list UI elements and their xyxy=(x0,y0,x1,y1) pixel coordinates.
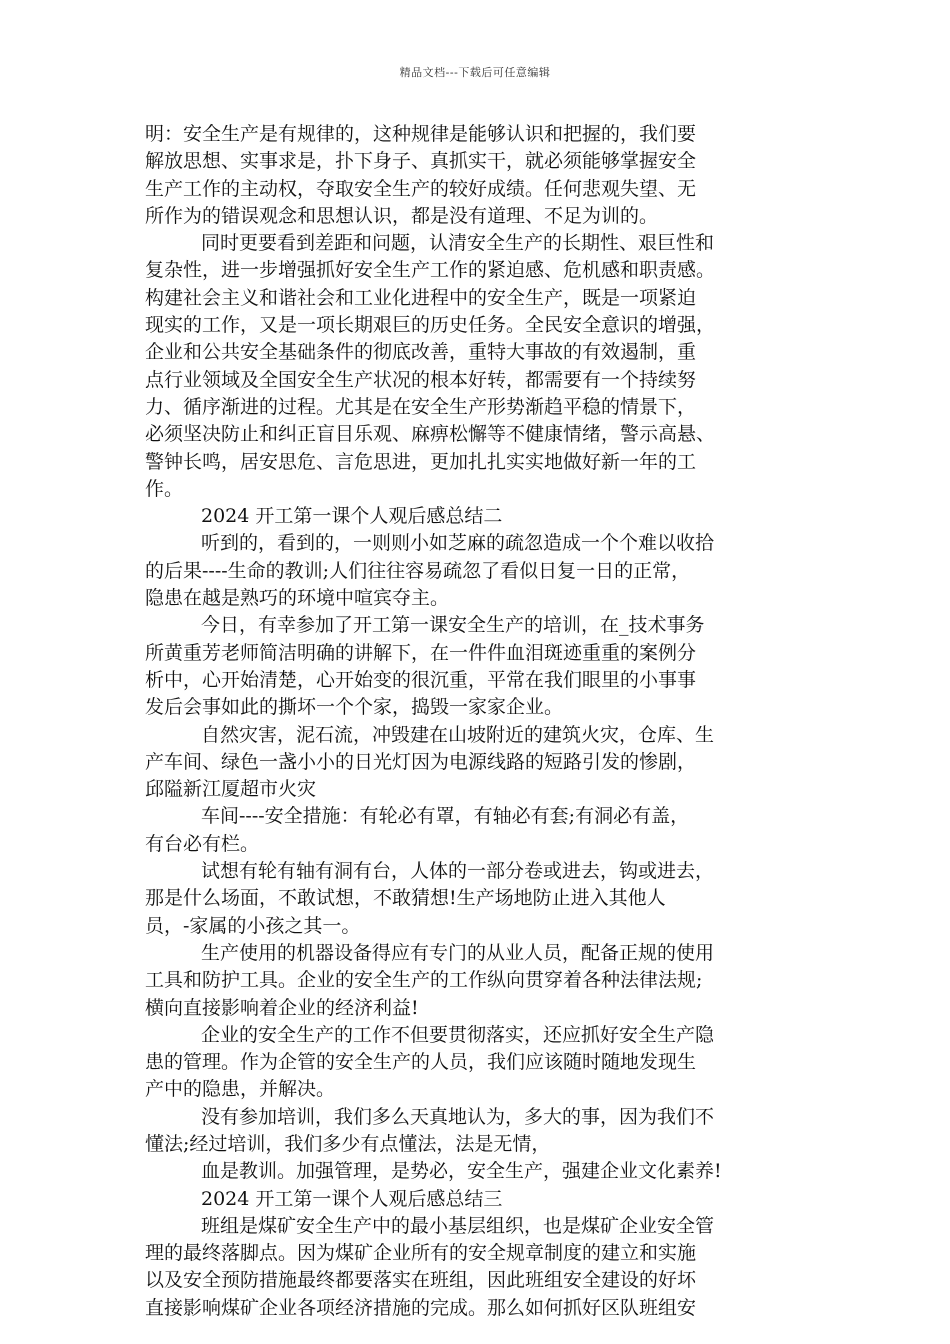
text-line: 所作为的错误观念和思想认识，都是没有道理、不足为训的。 xyxy=(145,204,659,227)
text-line: 试想有轮有轴有洞有台，人体的一部分卷或进去，钩或进去， xyxy=(201,860,715,883)
text-line: 明：安全生产是有规律的，这种规律是能够认识和把握的，我们要 xyxy=(145,123,697,145)
text-line: 今日，有幸参加了开工第一课安全生产的培训，在_技术事务 xyxy=(201,614,705,637)
section-heading: 2024 开工第一课个人观后感总结二 xyxy=(201,505,503,528)
text-line: 理的最终落脚点。因为煤矿企业所有的安全规章制度的建立和实施 xyxy=(145,1242,697,1265)
text-line: 以及安全预防措施最终都要落实在班组，因此班组安全建设的好坏 xyxy=(145,1269,697,1292)
text-line: 患的管理。作为企管的安全生产的人员，我们应该随时随地发现生 xyxy=(145,1051,697,1074)
document-body xyxy=(145,121,817,1322)
text-line: 产车间、绿色一盏小小的日光灯因为电源线路的短路引发的惨剧， xyxy=(145,750,697,773)
text-line: 必须坚决防止和纠正盲目乐观、麻痹松懈等不健康情绪，警示高悬、 xyxy=(145,423,716,446)
text-line: 生产使用的机器设备得应有专门的从业人员，配备正规的使用 xyxy=(201,941,715,964)
text-line: 析中，心开始清楚，心开始变的很沉重，平常在我们眼里的小事事 xyxy=(145,668,697,691)
text-line: 所黄重芳老师简洁明确的讲解下，在一件件血泪斑迹重重的案例分 xyxy=(145,641,697,664)
text-line: 作。 xyxy=(145,477,184,500)
text-line: 班组是煤矿安全生产中的最小基层组织，也是煤矿企业安全管 xyxy=(201,1214,715,1237)
text-line: 现实的工作，又是一项长期艰巨的历史任务。全民安全意识的增强， xyxy=(145,314,716,337)
text-line: 解放思想、实事求是，扑下身子、真抓实干，就必须能够掌握安全 xyxy=(145,150,697,173)
text-line: 力、循序渐进的过程。尤其是在安全生产形势渐趋平稳的情景下， xyxy=(145,395,697,418)
text-line: 听到的，看到的，一则则小如芝麻的疏忽造成一个个难以收拾 xyxy=(201,532,715,555)
text-line: 有台必有栏。 xyxy=(145,832,260,855)
text-line: 警钟长鸣，居安思危、言危思进，更加扎扎实实地做好新一年的工 xyxy=(145,450,697,473)
text-line: 自然灾害，泥石流，冲毁建在山坡附近的建筑火灾，仓库、生 xyxy=(201,723,715,746)
text-line: 懂法;经过培训，我们多少有点懂法，法是无情， xyxy=(145,1132,551,1155)
text-line: 构建社会主义和谐社会和工业化进程中的安全生产，既是一项紧迫 xyxy=(145,286,697,309)
text-line: 生产工作的主动权，夺取安全生产的较好成绩。任何悲观失望、无 xyxy=(145,177,697,200)
section-heading: 2024 开工第一课个人观后感总结三 xyxy=(201,1187,503,1210)
text-line: 员，-家属的小孩之其一。 xyxy=(145,914,361,937)
page-header: 精品文档---下载后可任意编辑 xyxy=(399,66,551,79)
text-line: 企业的安全生产的工作不但要贯彻落实，还应抓好安全生产隐 xyxy=(201,1023,715,1046)
text-line: 的后果----生命的教训;人们往往容易疏忽了看似日复一日的正常， xyxy=(145,559,691,582)
text-line: 点行业领域及全国安全生产状况的根本好转，都需要有一个持续努 xyxy=(145,368,697,391)
text-line: 同时更要看到差距和问题，认清安全生产的长期性、艰巨性和 xyxy=(201,232,715,255)
text-line: 产中的隐患，并解决。 xyxy=(145,1078,336,1101)
text-line: 企业和公共安全基础条件的彻底改善，重特大事故的有效遏制，重 xyxy=(145,341,697,364)
text-line: 直接影响煤矿企业各项经济措施的完成。那么如何抓好区队班组安 xyxy=(145,1296,697,1319)
text-line: 隐患在越是熟巧的环境中喧宾夺主。 xyxy=(145,587,450,610)
text-line: 车间----安全措施：有轮必有罩，有轴必有套;有洞必有盖， xyxy=(201,805,690,828)
text-line: 邱隘新江厦超市火灾 xyxy=(145,778,317,801)
text-line: 发后会事如此的撕坏一个个家，捣毁一家家企业。 xyxy=(145,696,564,719)
text-line: 血是教训。加强管理，是势必，安全生产，强建企业文化素养! xyxy=(201,1160,722,1183)
text-line: 工具和防护工具。企业的安全生产的工作纵向贯穿着各种法律法规; xyxy=(145,969,703,992)
text-line: 横向直接影响着企业的经济利益! xyxy=(145,996,419,1019)
text-line: 那是什么场面，不敢试想，不敢猜想!生产场地防止进入其他人 xyxy=(145,887,666,910)
text-line: 复杂性，进一步增强抓好安全生产工作的紧迫感、危机感和职责感。 xyxy=(145,259,716,282)
text-line: 没有参加培训，我们多么天真地认为，多大的事，因为我们不 xyxy=(201,1105,715,1128)
